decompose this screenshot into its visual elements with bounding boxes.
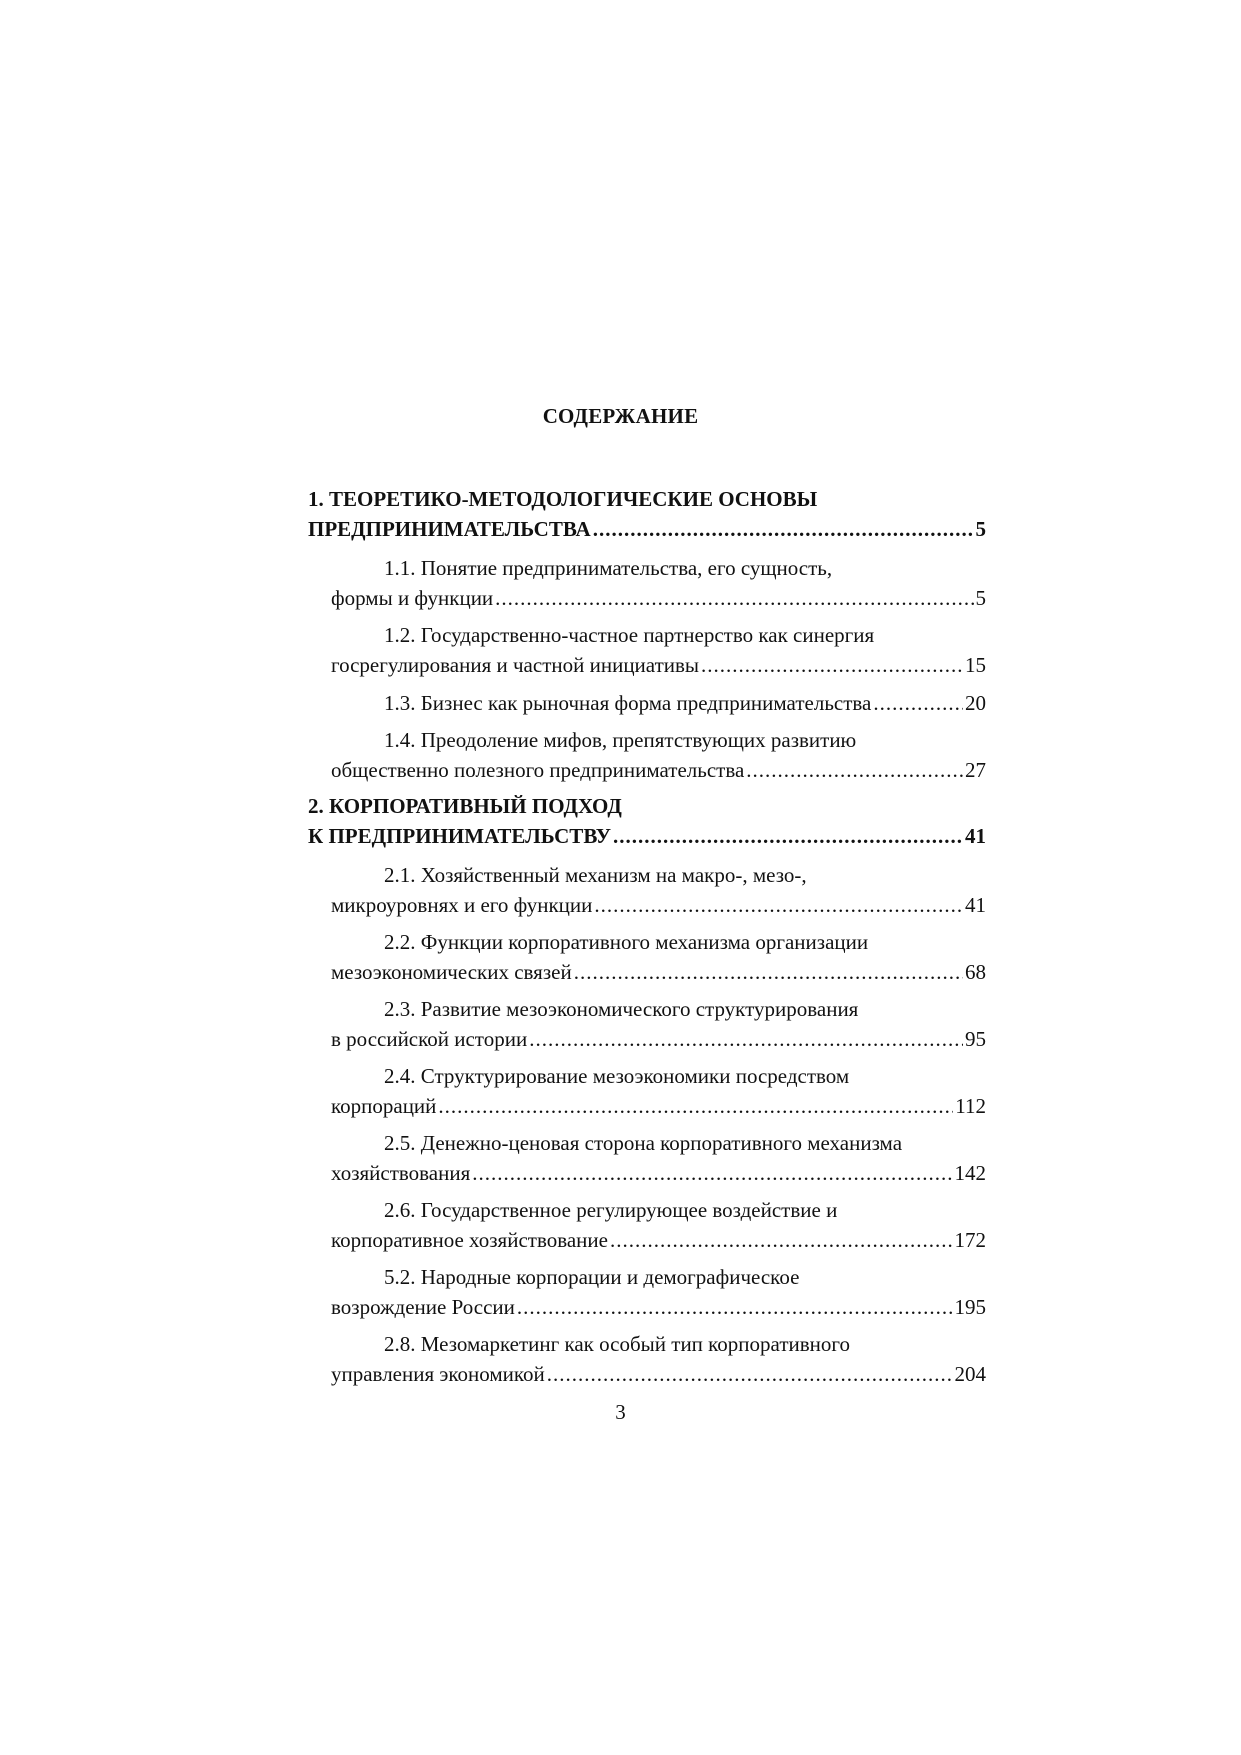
toc-entry-text: госрегулирования и частной инициативы xyxy=(331,653,700,677)
dot-leader xyxy=(472,1159,952,1187)
toc-section-2-6-row[interactable] xyxy=(331,1226,986,1254)
toc-section-2-4-title[interactable] xyxy=(384,1062,849,1090)
toc-section-2-2-title[interactable] xyxy=(384,928,868,956)
dot-leader xyxy=(529,1025,963,1053)
toc-page-number: 112 xyxy=(955,1094,986,1118)
dot-leader xyxy=(438,1092,953,1120)
toc-page-number: 172 xyxy=(954,1228,986,1252)
toc-page-number: 5 xyxy=(975,517,986,541)
toc-entry-text: 1.2. Государственно-частное партнерство как синергия xyxy=(384,623,875,647)
toc-entry-text: корпоративное хозяйствование xyxy=(331,1228,608,1252)
toc-section-1-1-row[interactable] xyxy=(331,584,986,612)
toc-page-number: 95 xyxy=(965,1027,986,1051)
toc-page-number: 41 xyxy=(965,824,986,848)
toc-entry-text: К ПРЕДПРИНИМАТЕЛЬСТВУ xyxy=(308,824,612,848)
toc-entry-text: формы и функции xyxy=(331,586,494,610)
toc-page-number: 68 xyxy=(965,960,986,984)
toc-section-2-5-row[interactable] xyxy=(331,1159,986,1187)
toc-page-number: 195 xyxy=(954,1295,986,1319)
toc-page-number: 15 xyxy=(965,653,986,677)
toc-entry-text: 2.5. Денежно-ценовая сторона корпоративного механизма xyxy=(384,1131,903,1155)
toc-entry-text: корпораций xyxy=(331,1094,437,1118)
toc-entry-text: 2.3. Развитие мезоэкономического структурирования xyxy=(384,997,859,1021)
dot-leader xyxy=(495,584,973,612)
toc-section-2-1-title[interactable] xyxy=(384,861,807,889)
toc-section-2-3-row[interactable] xyxy=(331,1025,986,1053)
toc-section-5-2-title[interactable] xyxy=(384,1263,799,1291)
toc-chapter-2-row[interactable] xyxy=(308,822,986,850)
toc-chapter-1-row[interactable] xyxy=(308,515,986,543)
page-title: СОДЕРЖАНИЕ xyxy=(542,404,699,428)
toc-section-1-2-row[interactable] xyxy=(331,651,986,679)
toc-section-1-4-title[interactable] xyxy=(384,726,856,754)
toc-section-2-6-title[interactable] xyxy=(384,1196,837,1224)
toc-section-5-2-row[interactable] xyxy=(331,1293,986,1321)
toc-section-1-2-title[interactable] xyxy=(384,621,874,649)
toc-entry-text: 1.1. Понятие предпринимательства, его сущность, xyxy=(384,556,833,580)
toc-entry-text: в российской истории xyxy=(331,1027,528,1051)
dot-leader xyxy=(701,651,963,679)
toc-entry-text: 1. ТЕОРЕТИКО-МЕТОДОЛОГИЧЕСКИЕ ОСНОВЫ xyxy=(308,487,818,511)
dot-leader xyxy=(593,515,974,543)
dot-leader xyxy=(873,689,963,717)
toc-page-number: 20 xyxy=(965,691,986,715)
toc-page-number: 204 xyxy=(954,1362,986,1386)
dot-leader xyxy=(517,1293,953,1321)
toc-page-number: 27 xyxy=(965,758,986,782)
toc-entry-text: микроуровнях и его функции xyxy=(331,893,593,917)
toc-section-2-5-title[interactable] xyxy=(384,1129,902,1157)
page-number: 3 xyxy=(615,1400,626,1424)
toc-entry-text: возрождение России xyxy=(331,1295,515,1319)
toc-entry-text: общественно полезного предпринимательства xyxy=(331,758,745,782)
dot-leader xyxy=(613,822,963,850)
toc-entry-text: 1.4. Преодоление мифов, препятствующих развитию xyxy=(384,728,857,752)
toc-entry-text: мезоэкономических связей xyxy=(331,960,572,984)
dot-leader xyxy=(594,891,963,919)
toc-entry-text: 2.1. Хозяйственный механизм на макро-, мезо-, xyxy=(384,863,807,887)
toc-page-number: 5 xyxy=(975,586,986,610)
toc-chapter-2-title[interactable] xyxy=(308,792,622,820)
toc-entry-text: 2.8. Мезомаркетинг как особый тип корпоративного xyxy=(384,1332,850,1356)
toc-section-1-4-row[interactable] xyxy=(331,756,986,784)
toc-section-2-3-title[interactable] xyxy=(384,995,858,1023)
dot-leader xyxy=(574,958,963,986)
dot-leader xyxy=(746,756,963,784)
toc-section-1-3-row[interactable] xyxy=(384,689,986,717)
toc-entry-text: ПРЕДПРИНИМАТЕЛЬСТВА xyxy=(308,517,591,541)
toc-section-2-2-row[interactable] xyxy=(331,958,986,986)
toc-page-number: 41 xyxy=(965,893,986,917)
dot-leader xyxy=(547,1360,953,1388)
dot-leader xyxy=(610,1226,953,1254)
toc-entry-text: хозяйствования xyxy=(331,1161,471,1185)
toc-chapter-1-title[interactable] xyxy=(308,485,817,513)
toc-entry-text: управления экономикой xyxy=(331,1362,545,1386)
toc-section-2-4-row[interactable] xyxy=(331,1092,986,1120)
toc-page-number: 142 xyxy=(954,1161,986,1185)
toc-section-1-1-title[interactable] xyxy=(384,554,832,582)
toc-entry-text: 2.6. Государственное регулирующее воздействие и xyxy=(384,1198,838,1222)
toc-entry-text: 2.2. Функции корпоративного механизма организации xyxy=(384,930,869,954)
toc-entry-text: 2. КОРПОРАТИВНЫЙ ПОДХОД xyxy=(308,794,622,818)
toc-entry-text: 5.2. Народные корпорации и демографическое xyxy=(384,1265,800,1289)
toc-section-2-8-row[interactable] xyxy=(331,1360,986,1388)
toc-entry-text: 2.4. Структурирование мезоэкономики посредством xyxy=(384,1064,850,1088)
toc-entry-text: 1.3. Бизнес как рыночная форма предпринимательства xyxy=(384,691,872,715)
toc-section-2-8-title[interactable] xyxy=(384,1330,850,1358)
toc-section-2-1-row[interactable] xyxy=(331,891,986,919)
